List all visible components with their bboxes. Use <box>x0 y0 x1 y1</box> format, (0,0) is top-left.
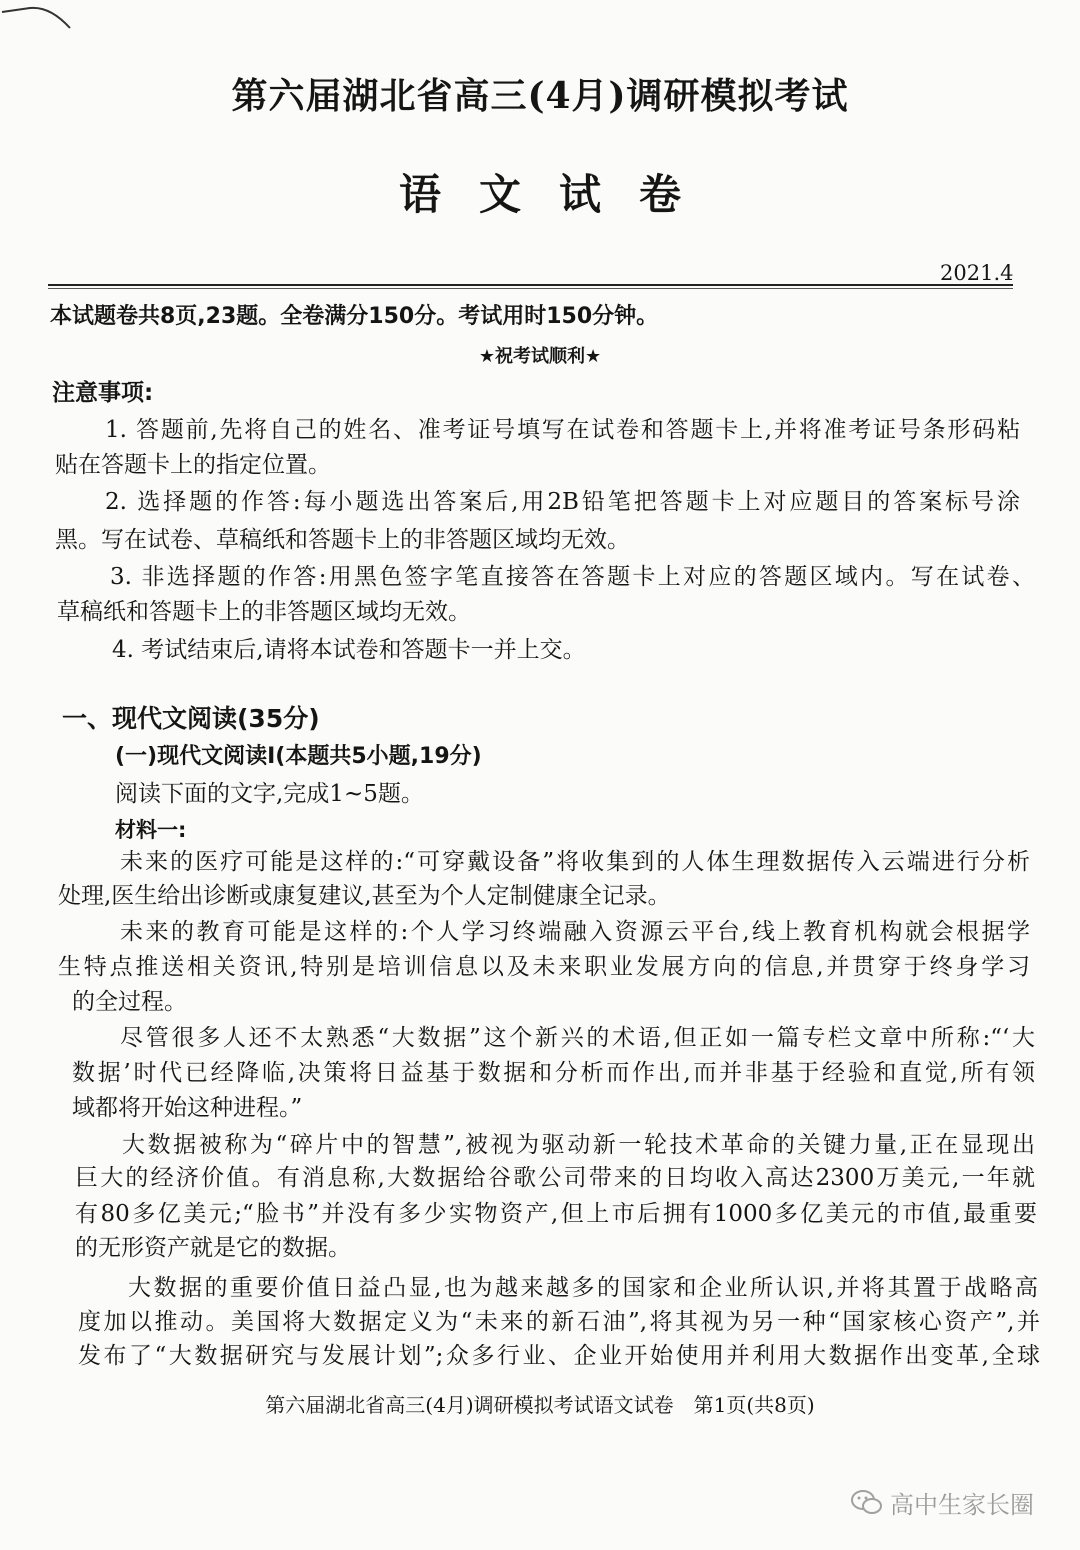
notice-line: 黑。写在试卷、草稿纸和答题卡上的非答题区域均无效。 <box>55 527 630 553</box>
divider <box>48 288 1013 289</box>
notice-line: 3. 非选择题的作答:用黑色签字笔直接答在答题卡上对应的答题区域内。写在试卷、 <box>110 564 1035 590</box>
watermark <box>850 1485 1034 1520</box>
instruction: 阅读下面的文字,完成1~5题。 <box>115 781 424 807</box>
exam-date: 2021.4 <box>940 261 1014 285</box>
passage-line: 大数据被称为“碎片中的智慧”,被视为驱动新一轮技术革命的关键力量,正在显现出 <box>122 1132 1035 1158</box>
section-heading: 一、现代文阅读(35分) <box>62 704 320 733</box>
passage-line: 未来的医疗可能是这样的:“可穿戴设备”将收集到的人体生理数据传入云端进行分析 <box>120 849 1030 875</box>
wechat-icon <box>850 1489 884 1517</box>
page-footer: 第六届湖北省高三(4月)调研模拟考试语文试卷 第1页(共8页) <box>265 1393 815 1417</box>
material-label: 材料一: <box>115 818 187 842</box>
notice-line: 2. 选择题的作答:每小题选出答案后,用2B铅笔把答题卡上对应题目的答案标号涂 <box>105 489 1020 515</box>
notice-line: 贴在答题卡上的指定位置。 <box>55 452 331 478</box>
passage-line: 度加以推动。美国将大数据定义为“未来的新石油”,将其视为另一种“国家核心资产”,并 <box>78 1309 1040 1335</box>
passage-line: 有80多亿美元;“脸书”并没有多少实物资产,但上市后拥有1000多亿美元的市值,最重要 <box>75 1201 1037 1227</box>
sub-heading: (一)现代文阅读Ⅰ(本题共5小题,19分) <box>115 744 482 769</box>
exam-info: 本试题卷共8页,23题。全卷满分150分。考试用时150分钟。 <box>50 304 659 329</box>
passage-line: 的全过程。 <box>72 989 187 1015</box>
divider <box>48 284 1013 286</box>
passage-line: 生特点推送相关资讯,特别是培训信息以及未来职业发展方向的信息,并贯穿于终身学习 <box>58 954 1030 980</box>
passage-line: 未来的教育可能是这样的:个人学习终端融入资源云平台,线上教育机构就会根据学 <box>120 919 1030 945</box>
subject-title: 语文试卷 <box>398 170 719 219</box>
scan-mark <box>0 0 80 30</box>
exam-title: 第六届湖北省高三(4月)调研模拟考试 <box>231 75 849 117</box>
notice-line: 草稿纸和答题卡上的非答题区域均无效。 <box>57 599 471 625</box>
watermark-text: 高中生家长圈 <box>890 1491 1034 1519</box>
passage-line: 大数据的重要价值日益凸显,也为越来越多的国家和企业所认识,并将其置于战略高 <box>128 1275 1038 1301</box>
passage-line: 域都将开始这种进程。” <box>72 1095 303 1121</box>
notice-line: 1. 答题前,先将自己的姓名、准考证号填写在试卷和答题卡上,并将准考证号条形码粘 <box>105 417 1020 443</box>
passage-line: 巨大的经济价值。有消息称,大数据给谷歌公司带来的日均收入高达2300万美元,一年就 <box>75 1165 1035 1191</box>
passage-line: 数据’时代已经降临,决策将日益基于数据和分析而作出,而并非基于经验和直觉,所有领 <box>72 1060 1035 1086</box>
passage-line: 发布了“大数据研究与发展计划”;众多行业、企业开始使用并利用大数据作出变革,全球 <box>78 1343 1040 1369</box>
notice-line: 4. 考试结束后,请将本试卷和答题卡一并上交。 <box>112 637 586 663</box>
passage-line: 的无形资产就是它的数据。 <box>75 1235 351 1261</box>
passage-line: 处理,医生给出诊断或康复建议,甚至为个人定制健康全记录。 <box>58 883 671 909</box>
blessing: ★祝考试顺利★ <box>478 346 602 367</box>
passage-line: 尽管很多人还不太熟悉“大数据”这个新兴的术语,但正如一篇专栏文章中所称:“‘大 <box>120 1025 1035 1051</box>
notice-heading: 注意事项: <box>52 380 154 406</box>
